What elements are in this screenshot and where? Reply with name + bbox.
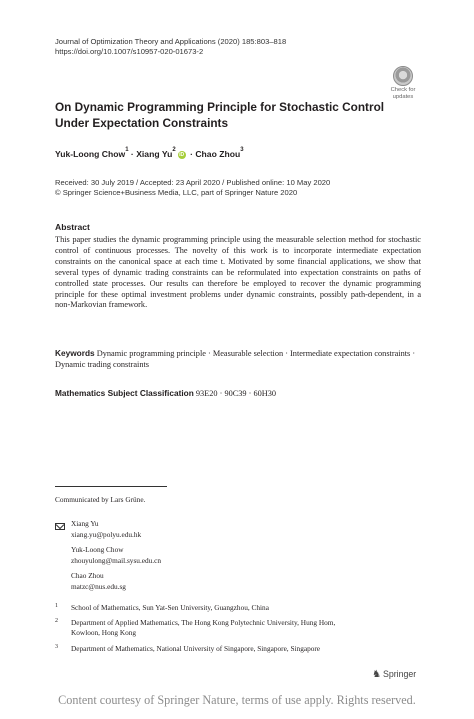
badge-label-1: Check for bbox=[390, 87, 416, 93]
title-line-2: Under Expectation Constraints bbox=[55, 116, 229, 130]
copyright-line: © Springer Science+Business Media, LLC, part of Springer Nature 2020 bbox=[55, 188, 298, 197]
check-for-updates-badge[interactable] bbox=[386, 66, 420, 102]
keywords bbox=[55, 348, 421, 370]
affiliation-text: School of Mathematics, Sun Yat-Sen University, Guangzhou, China bbox=[71, 603, 269, 612]
journal-header bbox=[55, 37, 286, 57]
contact-entry bbox=[71, 571, 126, 592]
abstract-text: This paper studies the dynamic programming principle using the measurable selection method for stochastic control of continuous processes. The novelty of this work is to incorporate intermediate expectation constraints on the canonical space at each time t. Motivated by some financial applications, we show that several types of dynamic trading constraints can be reformulated into expectation constraints on paths of controlled state processes. Our results can therefore be employed to recover the dynamic programming principle for these optimal investment problems under dynamic constraints, possibly path-dependent, in a non-Markovian framework. bbox=[55, 235, 421, 310]
affiliation-number: 1 bbox=[55, 603, 58, 609]
contact-entry bbox=[71, 545, 161, 566]
orcid-icon[interactable]: iD bbox=[179, 151, 185, 158]
keywords-text: Dynamic programming principle · Measurable selection · Intermediate expectation constraints · Dynamic trading constraints bbox=[55, 349, 416, 369]
author-name: Yuk-Loong Chow bbox=[55, 149, 126, 159]
journal-citation: Journal of Optimization Theory and Applications (2020) 185:803–818 bbox=[55, 37, 287, 46]
author-affiliation-mark: 1 bbox=[125, 147, 129, 153]
contact-email[interactable]: xiang.yu@polyu.edu.hk bbox=[71, 529, 142, 539]
affiliation-number: 3 bbox=[55, 644, 58, 650]
publisher-name: Springer bbox=[382, 669, 417, 679]
affiliation-1 bbox=[55, 603, 421, 613]
contact-name: Xiang Yu bbox=[71, 519, 99, 528]
badge-label-2: updates bbox=[392, 94, 414, 100]
author-separator: · bbox=[130, 149, 134, 159]
contact-email[interactable]: matzc@nus.edu.sg bbox=[71, 581, 126, 591]
affiliation-number: 2 bbox=[55, 618, 58, 624]
author-name: Xiang Yu bbox=[136, 149, 173, 159]
springer-logo bbox=[372, 669, 416, 680]
footnote-divider bbox=[55, 486, 167, 487]
title-line-1: On Dynamic Programming Principle for Stochastic Control bbox=[55, 100, 385, 114]
keywords-label: Keywords bbox=[55, 348, 95, 358]
check-for-updates-icon bbox=[393, 66, 413, 86]
affiliation-text: Department of Applied Mathematics, The Hong Kong Polytechnic University, Hung Hom, bbox=[71, 618, 336, 627]
affiliation-text-cont: Kowloon, Hong Kong bbox=[71, 628, 137, 637]
contact-name: Chao Zhou bbox=[71, 571, 104, 580]
envelope-icon bbox=[55, 523, 65, 530]
author-list bbox=[55, 149, 244, 159]
paper-title bbox=[55, 99, 395, 131]
affiliation-2 bbox=[55, 618, 421, 638]
contact-entry bbox=[71, 519, 141, 540]
courtesy-notice: Content courtesy of Springer Nature, terms of use apply. Rights reserved. bbox=[58, 693, 416, 707]
dates-line: Received: 30 July 2019 / Accepted: 23 April 2020 / Published online: 10 May 2020 bbox=[55, 178, 331, 187]
author-affiliation-mark: 3 bbox=[240, 147, 244, 153]
abstract-heading: Abstract bbox=[55, 222, 90, 232]
affiliation-text: Department of Mathematics, National University of Singapore, Singapore, Singapore bbox=[71, 644, 321, 653]
msc-codes: 93E20 · 90C39 · 60H30 bbox=[195, 389, 277, 398]
correspondence-block bbox=[55, 519, 355, 599]
doi-link[interactable]: https://doi.org/10.1007/s10957-020-01673-2 bbox=[55, 47, 204, 56]
publication-dates bbox=[55, 178, 330, 198]
affiliation-3 bbox=[55, 644, 421, 654]
contact-name: Yuk-Loong Chow bbox=[71, 545, 124, 554]
msc-label: Mathematics Subject Classification bbox=[55, 388, 194, 398]
author-separator: · bbox=[190, 149, 193, 159]
author-affiliation-mark: 2 bbox=[172, 147, 176, 153]
communicated-by: Communicated by Lars Grüne. bbox=[55, 495, 146, 504]
springer-horse-icon: ♞ bbox=[372, 669, 381, 680]
contact-email[interactable]: zhouyulong@mail.sysu.edu.cn bbox=[71, 555, 162, 565]
author-name: Chao Zhou bbox=[195, 149, 241, 159]
msc-classification bbox=[55, 388, 276, 399]
